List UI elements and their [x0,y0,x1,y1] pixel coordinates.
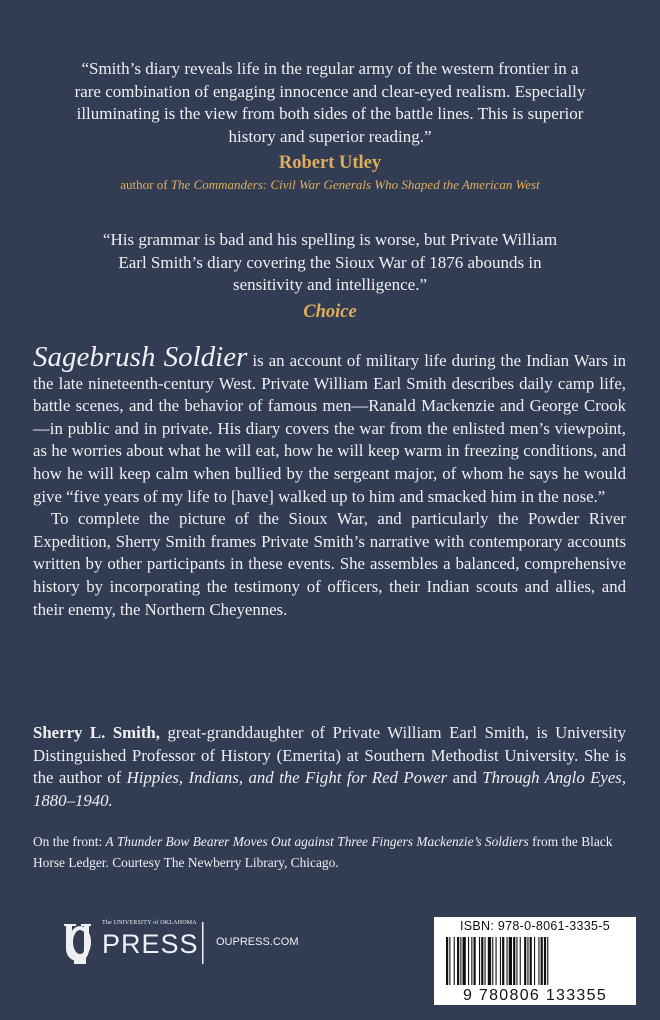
bio-book-2: Through Anglo Eyes, 1880–1940. [33,768,627,810]
publisher-small-text: The UNIVERSITY of OKLAHOMA [102,920,197,926]
barcode-bar [502,937,504,985]
bio-text: great-granddaughter of Private William Earl Smith, is University Distinguished Professor of History (Emerita) at Southern Methodist University. She is the author of [33,723,626,788]
barcode-bar [530,937,532,985]
barcode-bar [541,937,543,985]
barcode-bar [500,937,501,985]
quote-author-name: Robert Utley [278,153,382,173]
barcode-bar [509,937,512,985]
barcode-bar [488,937,491,985]
barcode-bar [492,937,493,985]
barcode-bar [547,937,548,985]
barcode-bar [474,937,476,985]
barcode-bar [485,937,486,985]
barcode-bar [544,937,546,985]
barcode-bar [534,937,535,985]
artwork-title: A Thunder Bow Bearer Moves Out against Three Fingers Mackenzie’s Soldiers [105,834,529,849]
quote-text: “His grammar is bad and his spelling is worse, but Private William Earl Smith’s diary covering the Sioux War of 1876 abounds in sensitivity and intelligence.” [102,230,558,294]
cover-art-credit [33,832,633,873]
barcode-bar [460,937,461,985]
barcode-bar [463,937,466,985]
barcode-bar [496,937,497,985]
description-paragraph-2: To complete the picture of the Sioux War, and particularly the Powder River Expedition, Sherry Smith frames Private Smith’s narrative with contemporary accounts written by other participants in these events. She assembles a balanced, comprehensive history by incorporating the testimony of officers, their Indian scouts and allies, and their enemy, the Northern Cheyennes. [33,509,626,619]
description-paragraph-1 [33,341,626,508]
barcode-bar [457,937,459,985]
barcode-bar [524,937,526,985]
barcode-bar [468,937,469,985]
barcode-digits: 9 780806 133355 [462,987,608,1004]
barcode-bar [538,937,539,985]
barcode-bar [449,937,450,985]
quote-author-role [70,176,590,194]
description-text: is an account of military life during the Indian Wars in the late nineteenth-century West. Private William Earl Smith describes daily camp life, battle scenes, and the behavior of famous men—Ranald Mackenzie and George Crook—in public and in private. His diary covers the war from the enlisted men’s viewpoint, as he worries about what he will eat, how he will keep warm in freezing conditions, and how he will keep calm when bullied by the sergeant major, of whom he says he would give “five years of my life to [have] walked up to him and smacked him in the nose.” [33,351,626,506]
barcode-bar [507,937,508,985]
praise-quote-utley [70,58,590,194]
barcode-bar [513,937,515,985]
author-bio [33,722,626,812]
quote-text: “Smith’s diary reveals life in the regular army of the western frontier in a rare combination of engaging innocence and clear-eyed realism. Especially illuminating is the view from both sides of the battle lines. This is superior history and superior reading.” [74,59,586,146]
praise-quote-choice [100,229,560,325]
credit-suffix: from the Black Horse Ledger. Courtesy The Newberry Library, Chicago. [33,834,613,870]
barcode-bar [527,937,528,985]
role-prefix: author of [120,177,171,192]
credit-prefix: On the front: [33,834,106,849]
barcode-bar [520,937,521,985]
barcode-bar [454,937,455,985]
author-name: Sherry L. Smith, [33,723,160,742]
barcode-bar [479,937,480,985]
barcode-bar [446,937,448,985]
book-description [33,341,626,621]
isbn-label: ISBN: 978-0-8061-3335-5 [459,919,611,933]
publisher-url[interactable]: OUPRESS.COM [216,936,299,948]
bio-book-1: Hippies, Indians, and the Fight for Red Power [126,768,448,788]
quote-author-name: Choice [303,301,357,322]
role-book-title: The Commanders: Civil War Generals Who Shaped the American West [170,177,540,192]
barcode-bars [438,937,632,985]
publisher-logo [62,918,322,968]
publisher-press-wordmark: PRESS [102,929,199,959]
isbn-barcode [434,917,636,1005]
book-title: Sagebrush Soldier [33,341,248,373]
bio-text: and [447,768,483,788]
barcode-bar [481,937,483,985]
barcode-bar [516,937,517,985]
barcode-bar [471,937,472,985]
